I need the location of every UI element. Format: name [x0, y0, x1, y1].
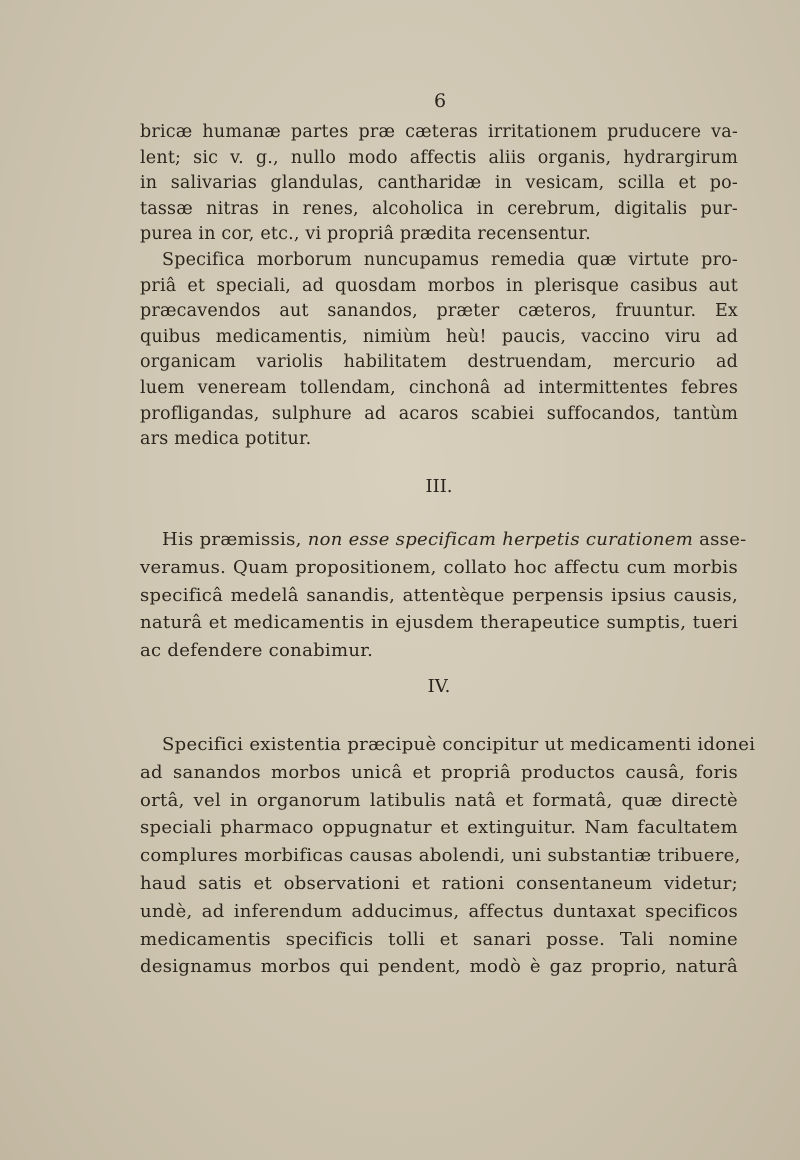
text-line: purea in cor, etc., vi propriâ prædita recensentur.	[140, 224, 591, 245]
section-heading-iii: III.	[425, 476, 453, 497]
paragraph-section-iii	[140, 526, 747, 665]
text-line: quibus medicamentis, nimiùm heù! paucis, vaccino viru ad	[140, 326, 738, 347]
text-line: Specifica morborum nuncupamus remedia quæ virtute pro-	[162, 249, 738, 270]
text-line: tassæ nitras in renes, alcoholica in cerebrum, digitalis pur-	[140, 198, 738, 219]
text-line: undè, ad inferendum adducimus, affectus duntaxat specificos	[140, 900, 738, 922]
text-line: complures morbificas causas abolendi, uni substantiæ tribuere,	[140, 845, 741, 867]
paragraph-continuation	[140, 120, 738, 453]
page-number: 6	[433, 90, 447, 112]
text-line: ortâ, vel in organorum latibulis natâ et formatâ, quæ directè	[140, 789, 738, 811]
text-line: veramus. Quam propositionem, collato hoc affectu cum morbis	[140, 556, 738, 578]
text-line: naturâ et medicamentis in ejusdem therapeutice sumptis, tueri	[140, 612, 738, 634]
text-line: luem veneream tollendam, cinchonâ ad intermittentes febres	[140, 377, 738, 398]
text-line: medicamentis specificis tolli et sanari posse. Tali nomine	[140, 928, 738, 950]
text-line: ac defendere conabimur.	[140, 640, 374, 662]
text-segment: asse-	[699, 529, 747, 550]
text-line: specificâ medelâ sanandis, attentèque perpensis ipsius causis,	[140, 584, 738, 606]
text-line: speciali pharmaco oppugnatur et extinguitur. Nam facultatem	[140, 817, 738, 839]
text-line: in salivarias glandulas, cantharidæ in vesicam, scilla et po-	[140, 173, 738, 194]
text-line: haud satis et observationi et rationi consentaneum videtur;	[140, 872, 738, 894]
text-line	[140, 526, 747, 554]
text-line: priâ et speciali, ad quosdam morbos in plerisque casibus aut	[140, 275, 738, 296]
text-line: præcavendos aut sanandos, præter cæteros, fruuntur. Ex	[140, 301, 738, 322]
text-line: ars medica potitur.	[140, 429, 312, 450]
text-line: ad sanandos morbos unicâ et propriâ productos causâ, foris	[140, 761, 738, 783]
text-line: lent; sic v. g., nullo modo affectis aliis organis, hydrargirum	[140, 147, 738, 168]
text-line: bricæ humanæ partes præ cæteras irritationem pruducere va-	[140, 122, 738, 142]
text-line: organicam variolis habilitatem destruendam, mercurio ad	[140, 352, 738, 373]
italic-phrase: non esse specificam herpetis curationem	[307, 529, 694, 550]
paragraph-section-iv	[140, 731, 756, 981]
text-line: designamus morbos qui pendent, modò è gaz proprio, naturâ	[140, 956, 738, 978]
text-segment: His præmissis,	[162, 529, 302, 550]
section-heading-iv: IV.	[427, 676, 451, 697]
text-line: profligandas, sulphure ad acaros scabiei suffocandos, tantùm	[140, 403, 738, 424]
text-line: Specifici existentia præcipuè concipitur ut medicamenti idonei	[162, 734, 756, 755]
